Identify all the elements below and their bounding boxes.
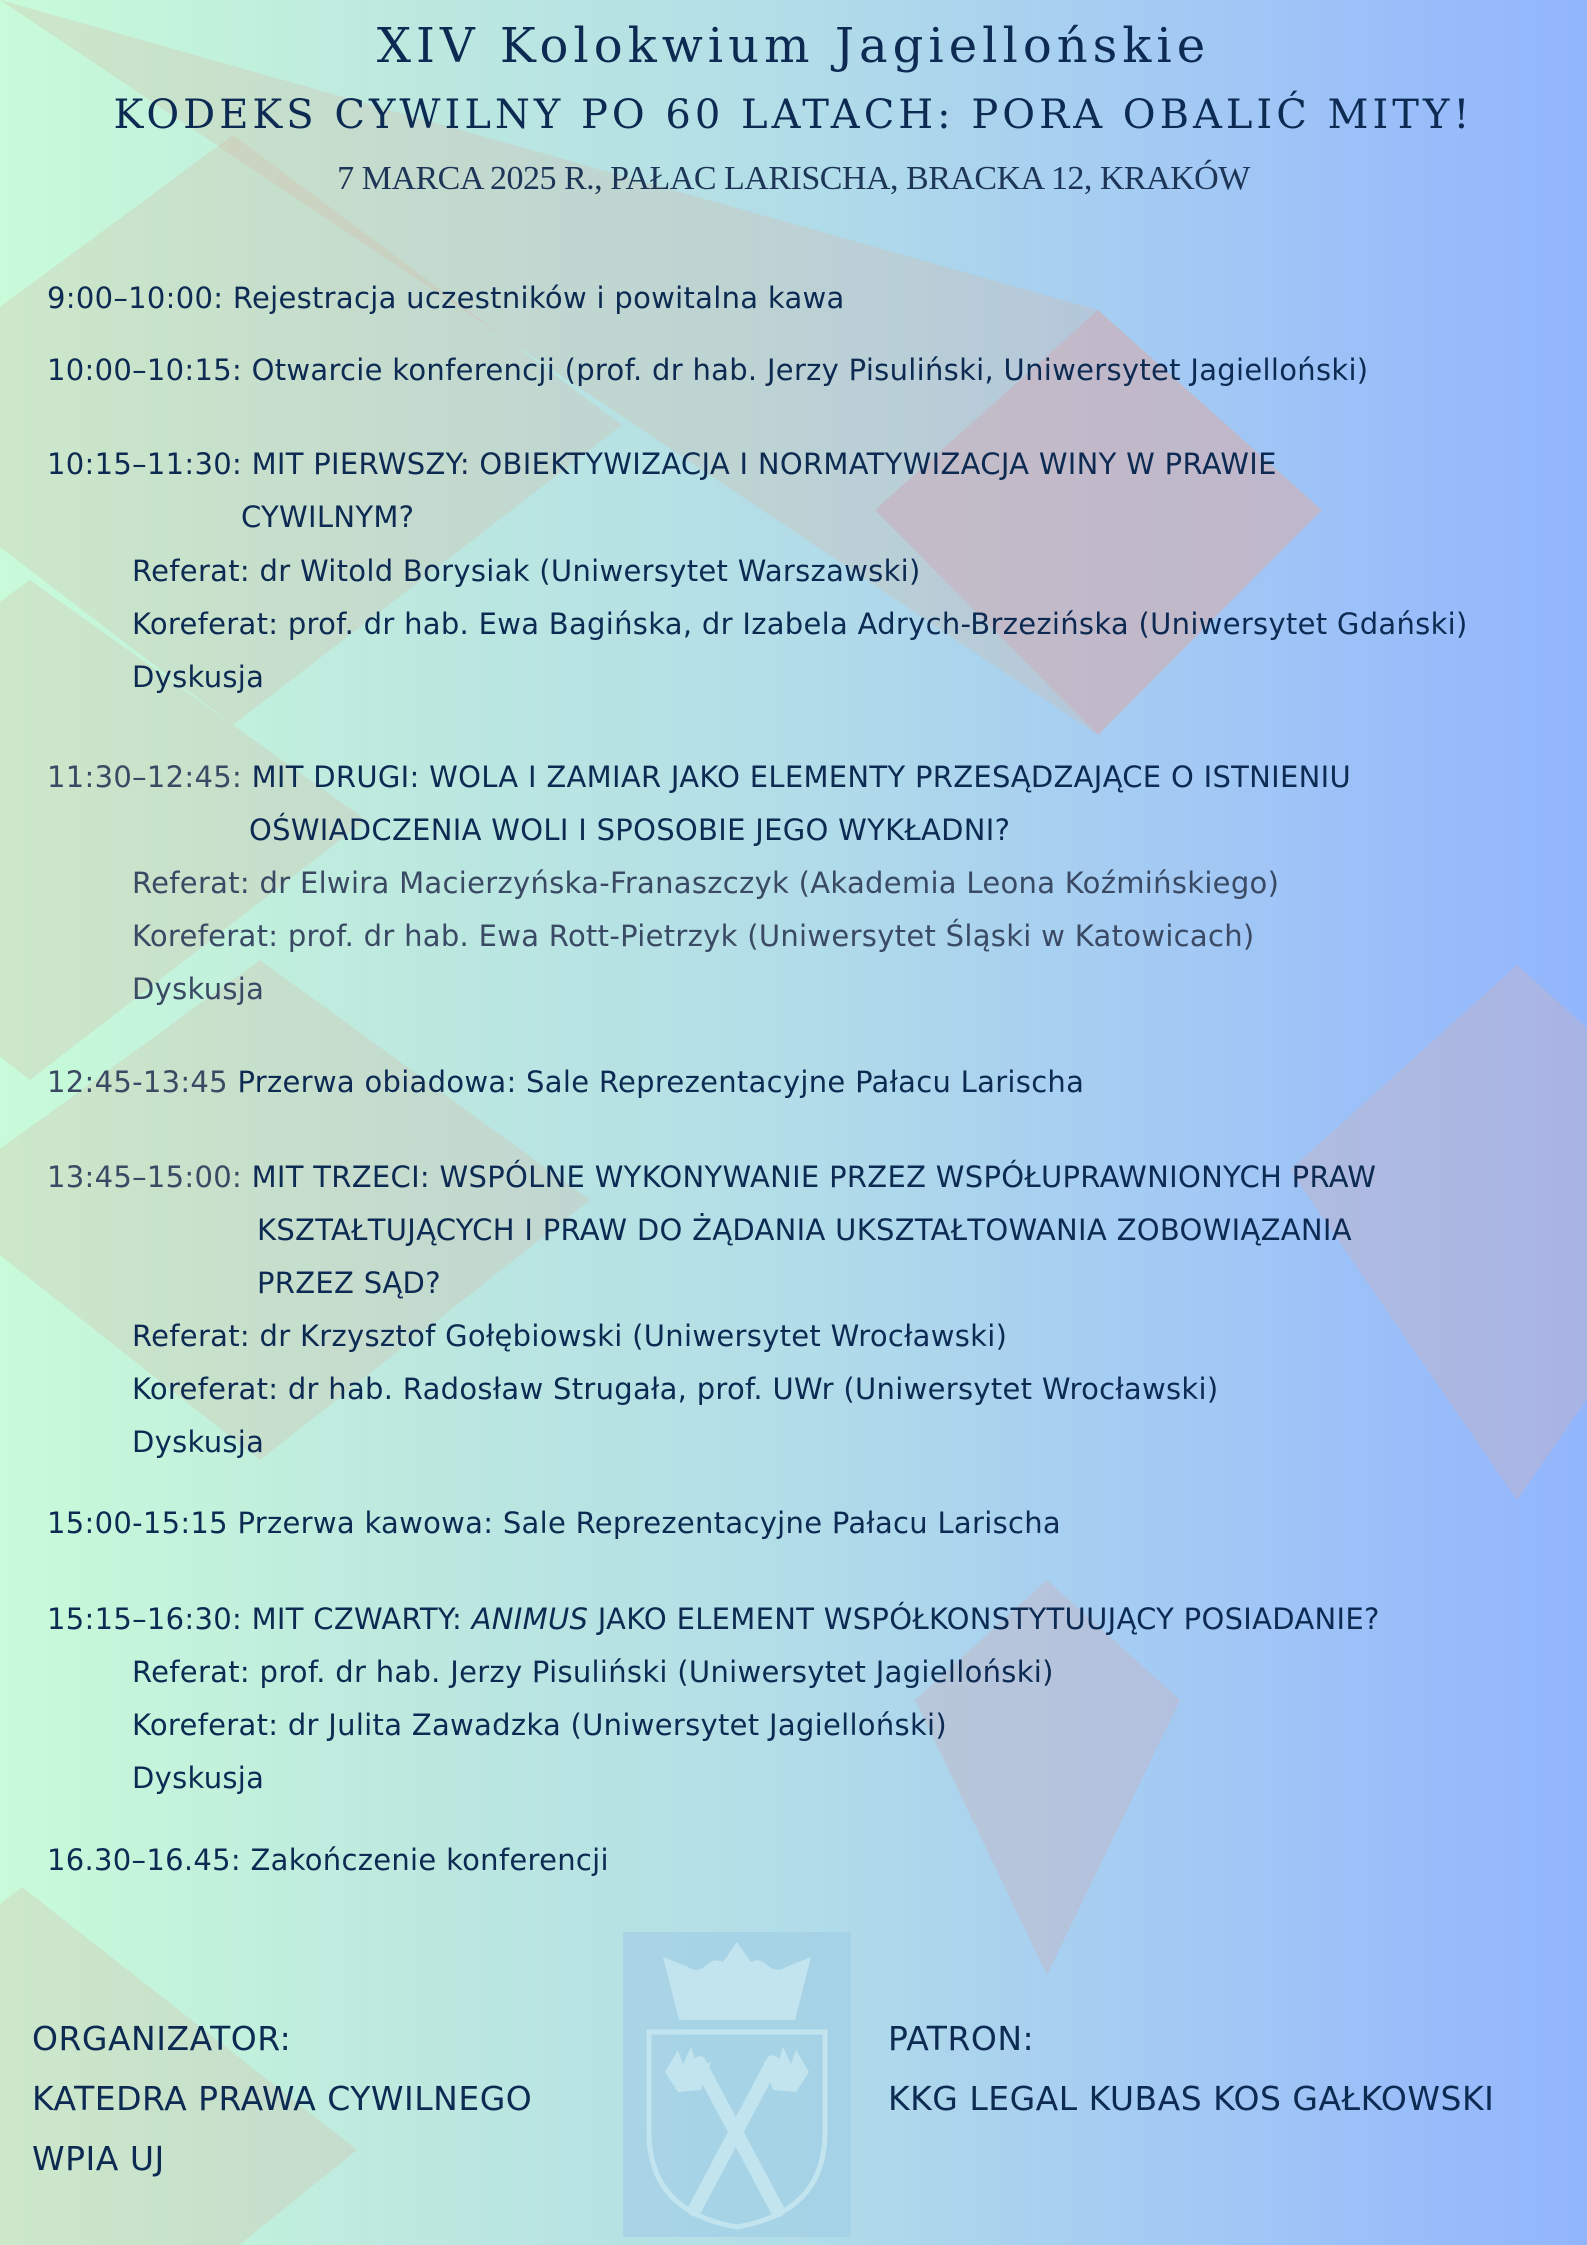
session-time: 11:30–12:45:: [47, 760, 243, 794]
session-time: 13:45–15:00:: [47, 1160, 243, 1194]
organizer-label: ORGANIZATOR:: [32, 2019, 292, 2058]
session-title-suffix: JAKO ELEMENT WSPÓŁKONSTYTUUJĄCY POSIADANIE?: [597, 1602, 1380, 1636]
schedule-item: [47, 1843, 609, 1877]
university-crest-logo: [623, 1932, 851, 2237]
page-subtitle: KODEKS CYWILNY PO 60 LATACH: PORA OBALIĆ MITY!: [113, 92, 1474, 138]
session-referat: Referat: dr Elwira Macierzyńska-Franaszczyk (Akademia Leona Koźmińskiego): [132, 866, 1280, 900]
schedule-time: 15:00-15:15: [47, 1506, 228, 1540]
schedule-time: 16.30–16.45:: [47, 1843, 241, 1877]
session-discussion: Dyskusja: [132, 972, 265, 1006]
schedule-item: [47, 1065, 1085, 1099]
schedule-text: Zakończenie konferencji: [250, 1843, 609, 1877]
organizer-name: KATEDRA PRAWA CYWILNEGO: [32, 2079, 533, 2118]
event-date-location: 7 MARCA 2025 R., PAŁAC LARISCHA, BRACKA 12, KRAKÓW: [337, 160, 1250, 197]
session-title: [47, 1160, 1377, 1194]
schedule-time: 9:00–10:00:: [47, 281, 224, 315]
session-koreferat: Koreferat: dr Julita Zawadzka (Uniwersytet Jagielloński): [132, 1708, 948, 1742]
session-koreferat: Koreferat: dr hab. Radosław Strugała, prof. UWr (Uniwersytet Wrocławski): [132, 1372, 1219, 1406]
session-discussion: Dyskusja: [132, 1761, 265, 1795]
session-title-line1: MIT DRUGI: WOLA I ZAMIAR JAKO ELEMENTY PRZESĄDZAJĄCE O ISTNIENIU: [251, 760, 1352, 794]
schedule-text: Przerwa obiadowa: Sale Reprezentacyjne Pałacu Larischa: [237, 1065, 1085, 1099]
session-discussion: Dyskusja: [132, 1425, 265, 1459]
session-referat: Referat: dr Krzysztof Gołębiowski (Uniwersytet Wrocławski): [132, 1319, 1008, 1353]
session-title-line1: MIT TRZECI: WSPÓLNE WYKONYWANIE PRZEZ WSPÓŁUPRAWNIONYCH PRAW: [251, 1160, 1377, 1194]
schedule-item: [47, 1506, 1061, 1540]
schedule-item: [47, 353, 1369, 387]
session-koreferat: Koreferat: prof. dr hab. Ewa Rott-Pietrzyk (Uniwersytet Śląski w Katowicach): [132, 919, 1255, 953]
session-discussion: Dyskusja: [132, 660, 265, 694]
session-title-line2: CYWILNYM?: [241, 500, 415, 534]
page-title: XIV Kolokwium Jagiellońskie: [376, 18, 1211, 74]
session-title-prefix: MIT CZWARTY:: [251, 1602, 463, 1636]
schedule-text: Rejestracja uczestników i powitalna kawa: [232, 281, 845, 315]
session-title-line2: OŚWIADCZENIA WOLI I SPOSOBIE JEGO WYKŁADNI?: [249, 813, 1011, 847]
schedule-time: 12:45-13:45: [47, 1065, 228, 1099]
session-time: 10:15–11:30:: [47, 447, 243, 481]
session-title-line3: PRZEZ SĄD?: [257, 1266, 441, 1300]
schedule-item: [47, 281, 845, 315]
schedule-text: Otwarcie konferencji (prof. dr hab. Jerzy Pisuliński, Uniwersytet Jagielloński): [251, 353, 1369, 387]
session-title: [47, 1602, 1380, 1636]
session-title: [47, 760, 1352, 794]
session-title-italic: ANIMUS: [471, 1602, 589, 1636]
patron-label: PATRON:: [888, 2019, 1035, 2058]
session-title-line1: MIT PIERWSZY: OBIEKTYWIZACJA I NORMATYWIZACJA WINY W PRAWIE: [251, 447, 1277, 481]
session-referat: Referat: prof. dr hab. Jerzy Pisuliński (Uniwersytet Jagielloński): [132, 1655, 1054, 1689]
session-title: [47, 447, 1277, 481]
jagiellonian-crest-icon: [623, 1932, 851, 2237]
schedule-text: Przerwa kawowa: Sale Reprezentacyjne Pałacu Larischa: [237, 1506, 1061, 1540]
patron-name: KKG LEGAL KUBAS KOS GAŁKOWSKI: [888, 2079, 1495, 2118]
session-referat: Referat: dr Witold Borysiak (Uniwersytet Warszawski): [132, 554, 921, 588]
session-koreferat: Koreferat: prof. dr hab. Ewa Bagińska, dr Izabela Adrych-Brzezińska (Uniwersytet Gdański): [132, 607, 1468, 641]
organizer-unit: WPIA UJ: [32, 2139, 165, 2178]
session-time: 15:15–16:30:: [47, 1602, 243, 1636]
session-title-line2: KSZTAŁTUJĄCYCH I PRAW DO ŻĄDANIA UKSZTAŁTOWANIA ZOBOWIĄZANIA: [257, 1213, 1352, 1247]
schedule-time: 10:00–10:15:: [47, 353, 243, 387]
